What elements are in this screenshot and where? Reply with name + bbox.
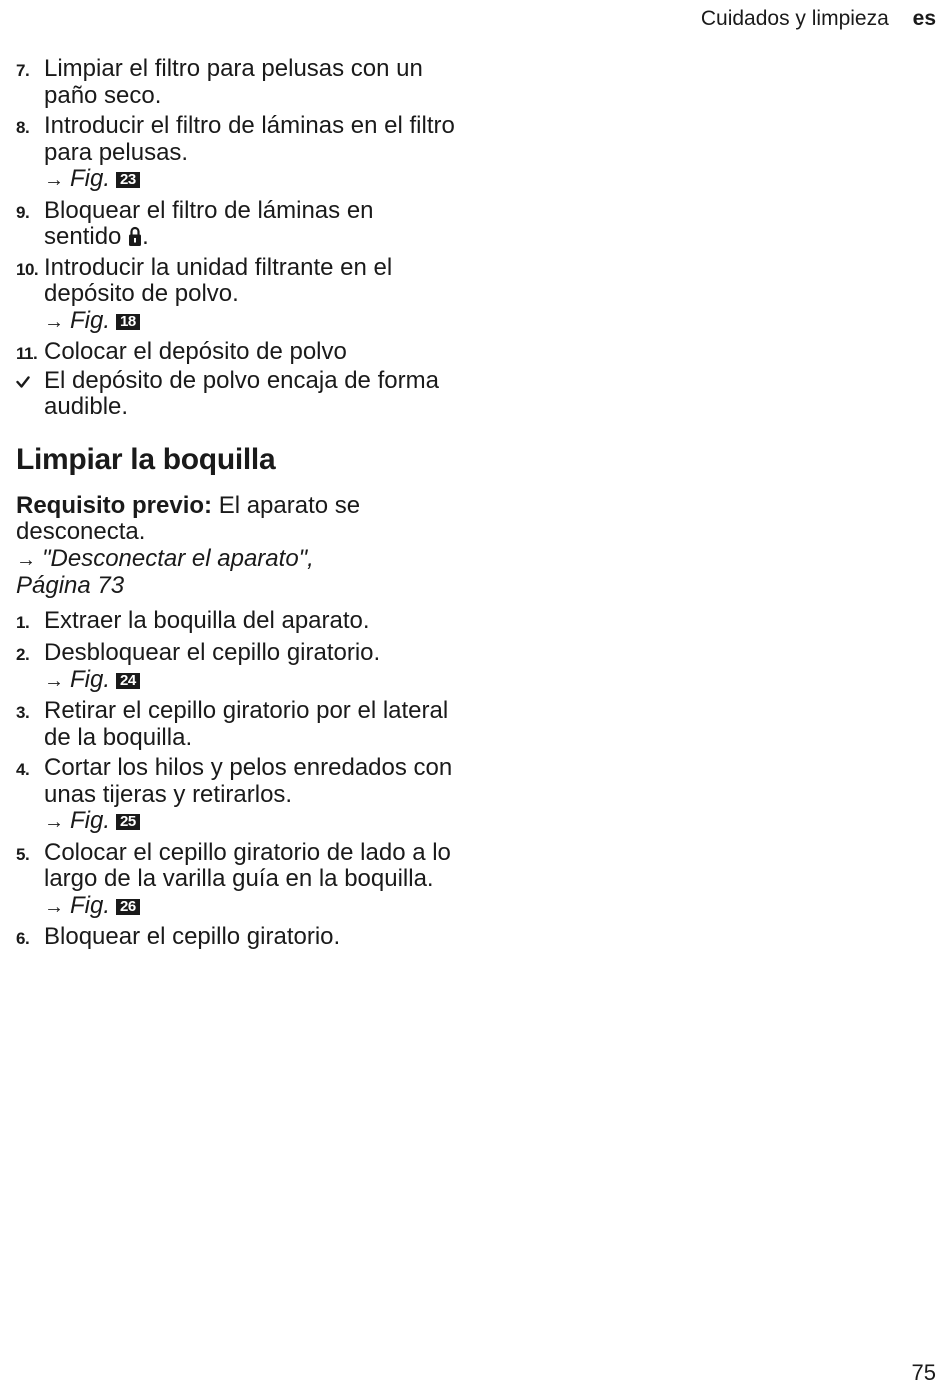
step-8 (16, 113, 456, 194)
figure-label: Fig. (70, 891, 111, 919)
figure-label: Fig. (70, 306, 111, 334)
step-text-end: . (142, 223, 149, 250)
step-number: 10. (16, 259, 39, 279)
step-number: 3. (16, 703, 30, 722)
step-text: Bloquear el filtro de láminas en sentido (44, 196, 374, 250)
step-text: Introducir la unidad filtrante en el depósito de polvo. (44, 253, 393, 307)
list-item (16, 755, 456, 836)
step-number: 9. (16, 202, 30, 222)
result-text: El depósito de polvo encaja de forma audible. (44, 366, 439, 420)
figure-number-badge: 18 (116, 314, 140, 330)
figure-number-badge: 26 (116, 899, 140, 915)
step-number: 4. (16, 760, 30, 779)
step-result (16, 368, 456, 421)
step-text: Desbloquear el cepillo giratorio. (44, 639, 381, 666)
list-item (16, 698, 456, 751)
list-item (16, 840, 456, 921)
language-code: es (912, 7, 936, 30)
step-11 (16, 339, 456, 368)
section-heading: Limpiar la boquilla (16, 442, 276, 476)
arrow-icon: → (44, 310, 64, 333)
step-text: Bloquear el cepillo giratorio. (44, 923, 341, 950)
arrow-icon: → (44, 811, 64, 833)
figure-reference[interactable] (44, 667, 456, 695)
figure-reference[interactable] (44, 808, 456, 836)
figure-label: Fig. (70, 807, 111, 834)
step-text: Colocar el cepillo giratorio de lado a lo largo de la varilla guía en la boquilla. (44, 838, 451, 892)
list-item (16, 608, 456, 637)
requirement-label: Requisito previo: (16, 491, 213, 519)
arrow-icon: → (44, 669, 64, 692)
step-text: Extraer la boquilla del aparato. (44, 606, 370, 634)
step-9 (16, 198, 456, 251)
step-number: 6. (16, 929, 30, 948)
step-number: 7. (16, 61, 30, 80)
step-text: Introducir el filtro de láminas en el filtro para pelusas. (44, 112, 455, 166)
arrow-icon: → (44, 895, 64, 918)
figure-number-badge: 23 (116, 172, 140, 188)
step-text: Limpiar el filtro para pelusas con un paño seco. (44, 55, 423, 109)
step-7 (16, 56, 456, 109)
section-title: Cuidados y limpieza (700, 7, 889, 30)
cross-reference-link[interactable] (16, 546, 456, 574)
figure-reference[interactable] (44, 893, 456, 921)
figure-label: Fig. (70, 165, 111, 192)
requirement (16, 493, 456, 600)
checkmark-icon (16, 368, 44, 398)
figure-reference[interactable] (44, 308, 456, 336)
list-item (16, 640, 456, 694)
step-text: Retirar el cepillo giratorio por el lateral de la boquilla. (44, 697, 449, 751)
page-number: 75 (911, 1360, 936, 1385)
figure-label: Fig. (70, 665, 111, 693)
figure-reference[interactable] (44, 166, 456, 194)
figure-number-badge: 24 (116, 673, 140, 689)
main-column (16, 56, 456, 957)
step-number: 2. (16, 645, 30, 664)
arrow-icon: → (16, 548, 36, 571)
step-number: 1. (16, 612, 30, 632)
reference-page[interactable]: Página 73 (16, 572, 125, 599)
step-10 (16, 255, 456, 336)
step-number: 8. (16, 118, 30, 137)
step-text: Cortar los hilos y pelos enredados con unas tijeras y retirarlos. (44, 754, 453, 808)
nozzle-steps-list (16, 608, 456, 953)
requirement-text: El aparato se desconecta. (16, 491, 361, 545)
page-header (701, 6, 936, 32)
figure-number-badge: 25 (116, 814, 140, 830)
arrow-icon: → (44, 169, 64, 191)
lock-icon (128, 225, 142, 247)
list-item (16, 924, 456, 953)
step-text: Colocar el depósito de polvo (44, 338, 347, 365)
step-number: 11. (16, 344, 38, 363)
reference-text: "Desconectar el aparato", (42, 544, 314, 572)
step-number: 5. (16, 844, 30, 864)
